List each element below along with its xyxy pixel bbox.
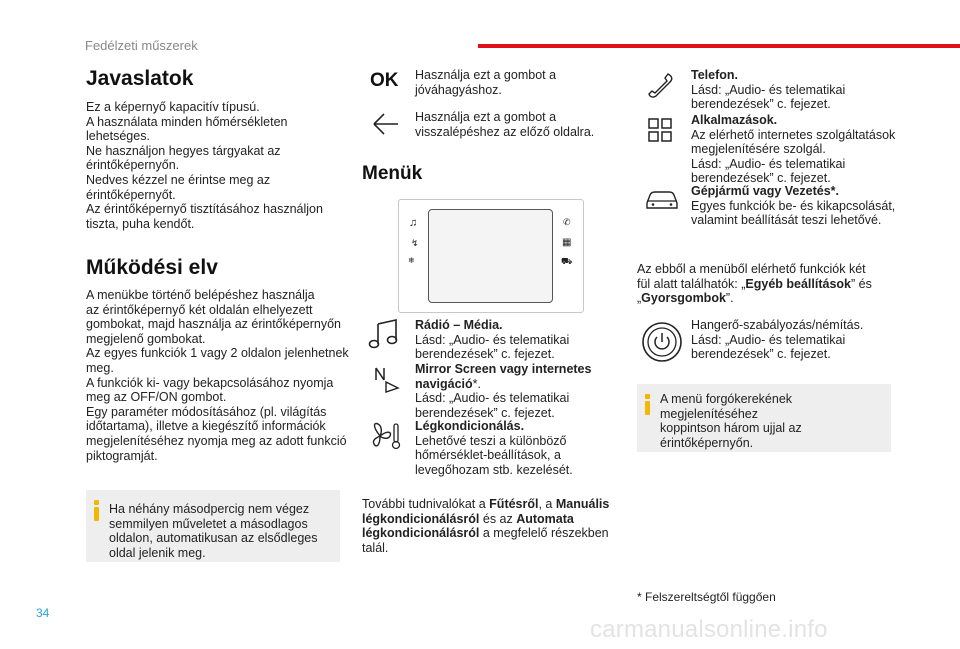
text-line: Lásd: „Audio- és telematikai (691, 156, 846, 171)
menu-item-title: Gépjármű vagy Vezetés*. (691, 184, 839, 198)
text-line: időtartama), illetve a kiegészítő információk (86, 419, 326, 434)
menu-item-title: Légkondicionálás. (415, 419, 525, 433)
text-run: További tudnivalókat a (362, 497, 490, 511)
text-line: Lásd: „Audio- és telematikai (691, 82, 846, 97)
text-line: koppintson három ujjal az (660, 421, 802, 436)
section-header: Fedélzeti műszerek (85, 38, 198, 53)
further-info-text (362, 497, 612, 555)
menu-item-title: Alkalmazások. (691, 113, 778, 127)
info-note-text (660, 392, 888, 450)
text-run: légkondicionálásról (362, 511, 480, 526)
text-line: berendezések” c. fejezet. (415, 347, 555, 362)
text-line: megjelenítéséhez nyomja meg az adott funkció (86, 433, 347, 448)
info-note-text (109, 502, 337, 560)
volume-description (691, 318, 901, 362)
menu-item-title-line2 (415, 377, 615, 392)
text-run: légkondicionálásról (362, 526, 480, 541)
menu-item-title: Rádió – Média. (415, 318, 503, 332)
text-line: jóváhagyáshoz. (415, 82, 502, 97)
climate-fan-icon (368, 420, 404, 452)
car-icon (644, 187, 680, 213)
text-line: meg az OFF/ON gombot. (86, 390, 227, 405)
watermark: carmanualsonline.info (590, 616, 828, 643)
text-line: Használja ezt a gombot a (415, 110, 557, 124)
music-note-icon (368, 318, 404, 350)
text-line: az érintőképernyő két oldalán elhelyezett (86, 302, 313, 317)
text-line: Ez a képernyő kapacitív típusú. (86, 100, 260, 114)
text-run: Gyorsgombok (641, 291, 726, 306)
text-line: megjelenítésére szolgál. (691, 142, 826, 157)
info-note-box (86, 490, 340, 562)
text-line: berendezések” c. fejezet. (691, 347, 831, 362)
navigation-arrow-icon (372, 364, 402, 394)
text-run: ”. (725, 291, 734, 306)
text-line: Ne használjon hegyes tárgyakat az (86, 143, 281, 158)
text-line: Ha néhány másodpercig nem végez (109, 502, 310, 516)
screen-display (428, 209, 553, 303)
text-line: talál. (362, 540, 389, 555)
text-run: a megfelelő részekben (479, 526, 609, 541)
text-line (637, 291, 897, 306)
text-line: oldal jelenik meg. (109, 545, 206, 560)
menu-item-telefon (691, 68, 901, 112)
text-line: Hangerő-szabályozás/némítás. (691, 318, 864, 332)
heading-mukodesi-elv: Működési elv (86, 256, 218, 279)
mukodesi-text (86, 288, 351, 463)
menu-item-mirror-screen (415, 362, 615, 420)
text-line: Lehetővé teszi a különböző (415, 433, 567, 448)
menu-item-title: Telefon. (691, 68, 738, 82)
text-line (362, 497, 612, 512)
text-line: Lásd: „Audio- és telematikai (415, 332, 570, 347)
text-line: Az ebből a menüből elérhető funkciók két (637, 262, 866, 276)
text-line: gombokat, majd használja az érintőképernyőn (86, 317, 342, 332)
menu-item-radio (415, 318, 615, 362)
menu-item-climate (415, 419, 615, 477)
text-run: ” és (851, 276, 872, 291)
text-line: Egyes funkciók be- és kikapcsolását, (691, 198, 896, 213)
footnote: * Felszereltségtől függően (637, 590, 776, 604)
text-line: valamint beállítását teszi lehetővé. (691, 213, 882, 228)
text-line: Lásd: „Audio- és telematikai (415, 391, 570, 406)
text-run: Egyéb beállítások (745, 276, 852, 291)
text-line: hőmérséklet-beállítások, a (415, 448, 561, 463)
text-line (637, 277, 897, 292)
footnote-marker: *. (472, 376, 482, 391)
javaslatok-text (86, 100, 351, 231)
header-accent-bar (478, 44, 960, 48)
text-run: és az (479, 511, 517, 526)
menu-item-title: Mirror Screen vagy internetes (415, 362, 592, 376)
text-run: Manuális (555, 497, 610, 511)
text-line: lehetséges. (86, 129, 150, 144)
text-line: érintőképernyőn. (660, 435, 754, 450)
info-note-box (637, 384, 891, 452)
text-line: Használja ezt a gombot a (415, 68, 557, 82)
text-line: Az elérhető internetes szolgáltatások (691, 127, 896, 142)
apps-grid-icon (646, 116, 674, 144)
text-line: A menükbe történő belépéshez használja (86, 288, 315, 302)
climate-icon: ❄ (408, 256, 415, 265)
text-run: , a (538, 497, 556, 511)
back-arrow-icon (370, 110, 402, 138)
text-run: fül alatt találhatók: „ (637, 276, 746, 291)
text-run: „ (637, 291, 642, 306)
text-run: Fűtésről (489, 497, 539, 511)
menu-item-gepjarmu (691, 184, 901, 228)
power-button-icon (640, 320, 684, 364)
ok-description (415, 68, 615, 97)
phone-icon (646, 70, 676, 100)
text-line: érintőképernyőt. (86, 187, 176, 202)
text-line: A használata minden hőmérsékleten (86, 114, 288, 129)
page-number: 34 (36, 606, 50, 620)
mirror-title-word: navigáció (415, 376, 473, 391)
back-description (415, 110, 615, 139)
text-line: Az érintőképernyő tisztításához használjon (86, 202, 323, 217)
heading-javaslatok: Javaslatok (86, 67, 194, 90)
text-line (362, 512, 612, 527)
phone-icon: ✆ (563, 217, 571, 227)
text-line: oldalon, automatikusan az elsődleges (109, 531, 318, 546)
car-icon: ⛟ (561, 256, 573, 266)
heading-menuk: Menük (362, 163, 423, 184)
text-line: levegőhozam stb. kezelését. (415, 462, 573, 477)
menu-item-alkalmazasok (691, 113, 901, 186)
text-run: Automata (516, 511, 574, 526)
text-line: berendezések” c. fejezet. (415, 405, 555, 420)
text-line: megjelenő gombokat. (86, 331, 206, 346)
info-icon (645, 394, 651, 416)
text-line: tiszta, puha kendőt. (86, 216, 195, 231)
navigation-icon: ↯ (411, 238, 419, 248)
text-line: A menü forgókerekének megjelenítéséhez (660, 392, 793, 421)
text-line (362, 526, 612, 541)
text-line: Az egyes funkciók 1 vagy 2 oldalon jelenhetnek (86, 346, 349, 361)
text-line: érintőképernyőn. (86, 158, 180, 173)
apps-icon: ▦ (562, 237, 572, 248)
text-line: berendezések” c. fejezet. (691, 171, 831, 186)
text-line: Nedves kézzel ne érintse meg az (86, 172, 271, 187)
text-line: meg. (86, 360, 114, 375)
menu-functions-intro (637, 262, 897, 306)
music-note-icon: ♫ (409, 217, 418, 229)
ok-icon: OK (370, 70, 399, 91)
text-line: Lásd: „Audio- és telematikai (691, 332, 846, 347)
text-line: Egy paraméter módosításához (pl. világítás (86, 404, 327, 419)
text-line: semmilyen műveletet a másodlagos (109, 516, 308, 531)
touchscreen-illustration (398, 199, 584, 313)
text-line: A funkciók ki- vagy bekapcsolásához nyomja (86, 375, 334, 390)
info-icon (94, 500, 100, 522)
text-line: piktogramját. (86, 448, 158, 463)
text-line: berendezések” c. fejezet. (691, 97, 831, 112)
text-line: visszalépéshez az előző oldalra. (415, 124, 595, 139)
